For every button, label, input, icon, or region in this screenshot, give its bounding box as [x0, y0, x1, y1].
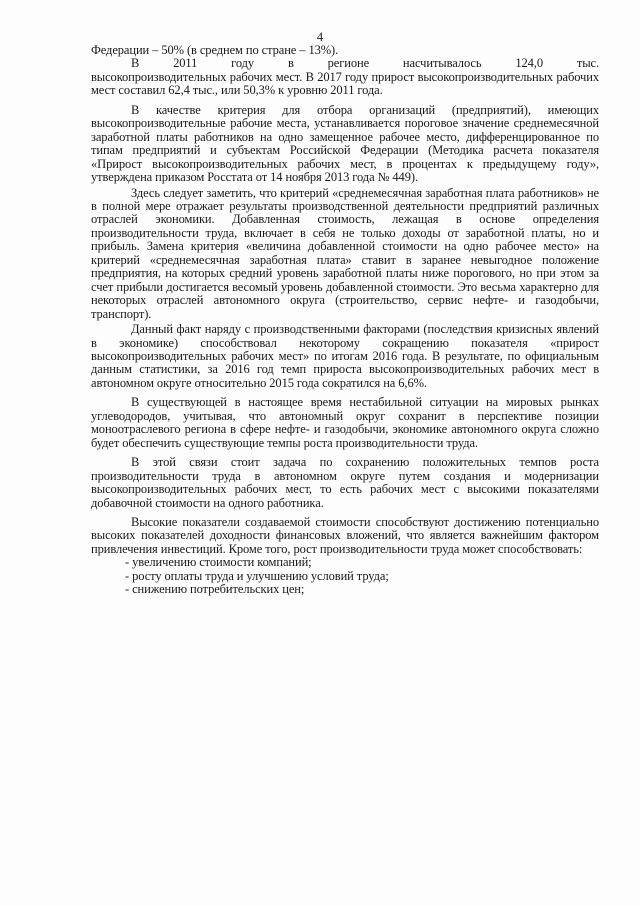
- list-item: - росту оплаты труда и улучшению условий труда;: [125, 568, 389, 583]
- list-item: - увеличению стоимости компаний;: [125, 555, 312, 570]
- paragraph-2016-decline: Данный факт наряду с производственными факторами (последствия кризисных явлений в экономике) способствовал некоторому сокращению показателя «прирост высокопроизводительных рабочих мест» по итогам 2016 года. В результате, по официальным данным статистики, за 2016 год темп прироста высокопроизводительных рабочих мест в автономном округе относительно 2015 года сократился на 6,6%.: [91, 322, 599, 390]
- paragraph-market-situation: В существующей в настоящее время нестабильной ситуации на мировых рынках углеводородов, учитывая, что автономный округ сохранит в перспективе позиции моноотраслевого региона в сфере нефте- и газодобычи, экономике автономного округа сложно будет обеспечить существующие темпы роста производительности труда.: [91, 395, 599, 450]
- paragraph-wage-criterion: Здесь следует заметить, что критерий «среднемесячная заработная плата работников» не в полной мере отражает результаты производственной деятельности предприятий различных отраслей экономики. Добавленная стоимость, лежащая в основе определения производительности труда, включает в себя не только доходы от заработной платы, но и прибыль. Замена критерия «величина добавленной стоимости на одно рабочее место» на критерий «среднемесячная заработная плата» ставит в заранее невыгодное положение предприятия, на которых средний уровень заработной платы ниже порогового, но при этом за счет прибыли достигается весомый уровень добавленной стоимости. Это весьма характерно для некоторых отраслей автономного округа (строительство, сервис нефте- и газодобычи, транспорт).: [91, 185, 599, 321]
- paragraph-2011-count: В 2011 году в регионе насчитывалось 124,0 тыс.: [131, 56, 599, 71]
- page-number: 4: [316, 30, 324, 44]
- paragraph-federation-share: Федерации – 50% (в среднем по стране – 13%).: [91, 43, 339, 57]
- list-item: - снижению потребительских цен;: [125, 582, 305, 597]
- paragraph-criteria: В качестве критерия для отбора организаций (предприятий), имеющих высокопроизводительные рабочие места, устанавливается пороговое значение среднемесячной заработной платы работников на одно замещенное рабочее место, дифференцированное по типам предприятий и субъектам Российской Федерации (Методика расчета показателя «Прирост высокопроизводительных рабочих мест, в процентах к предыдущему году», утверждена приказом Росстата от 14 ноября 2013 года № 449).: [91, 102, 599, 185]
- document-body: [91, 44, 599, 597]
- effects-list: [91, 556, 599, 596]
- paragraph-investment-factor: Высокие показатели создаваемой стоимости способствуют достижению потенциально высоких показателей доходности финансовых вложений, что является важнейшим фактором привлечения инвестиций. Кроме того, рост производительности труда может способствовать:: [91, 514, 599, 556]
- paragraph-2017-growth: высокопроизводительных рабочих мест. В 2017 году прирост высокопроизводительных рабочих мест составил 62,4 тыс., или 50,3% к уровню 2011 года.: [91, 69, 599, 98]
- paragraph-productivity-task: В этой связи стоит задача по сохранению положительных темпов роста производительности труда в автономном округе путем создания и модернизации высокопроизводительных рабочих мест, то есть рабочих мест с высокими показателями добавочной стоимости на одного работника.: [91, 455, 599, 510]
